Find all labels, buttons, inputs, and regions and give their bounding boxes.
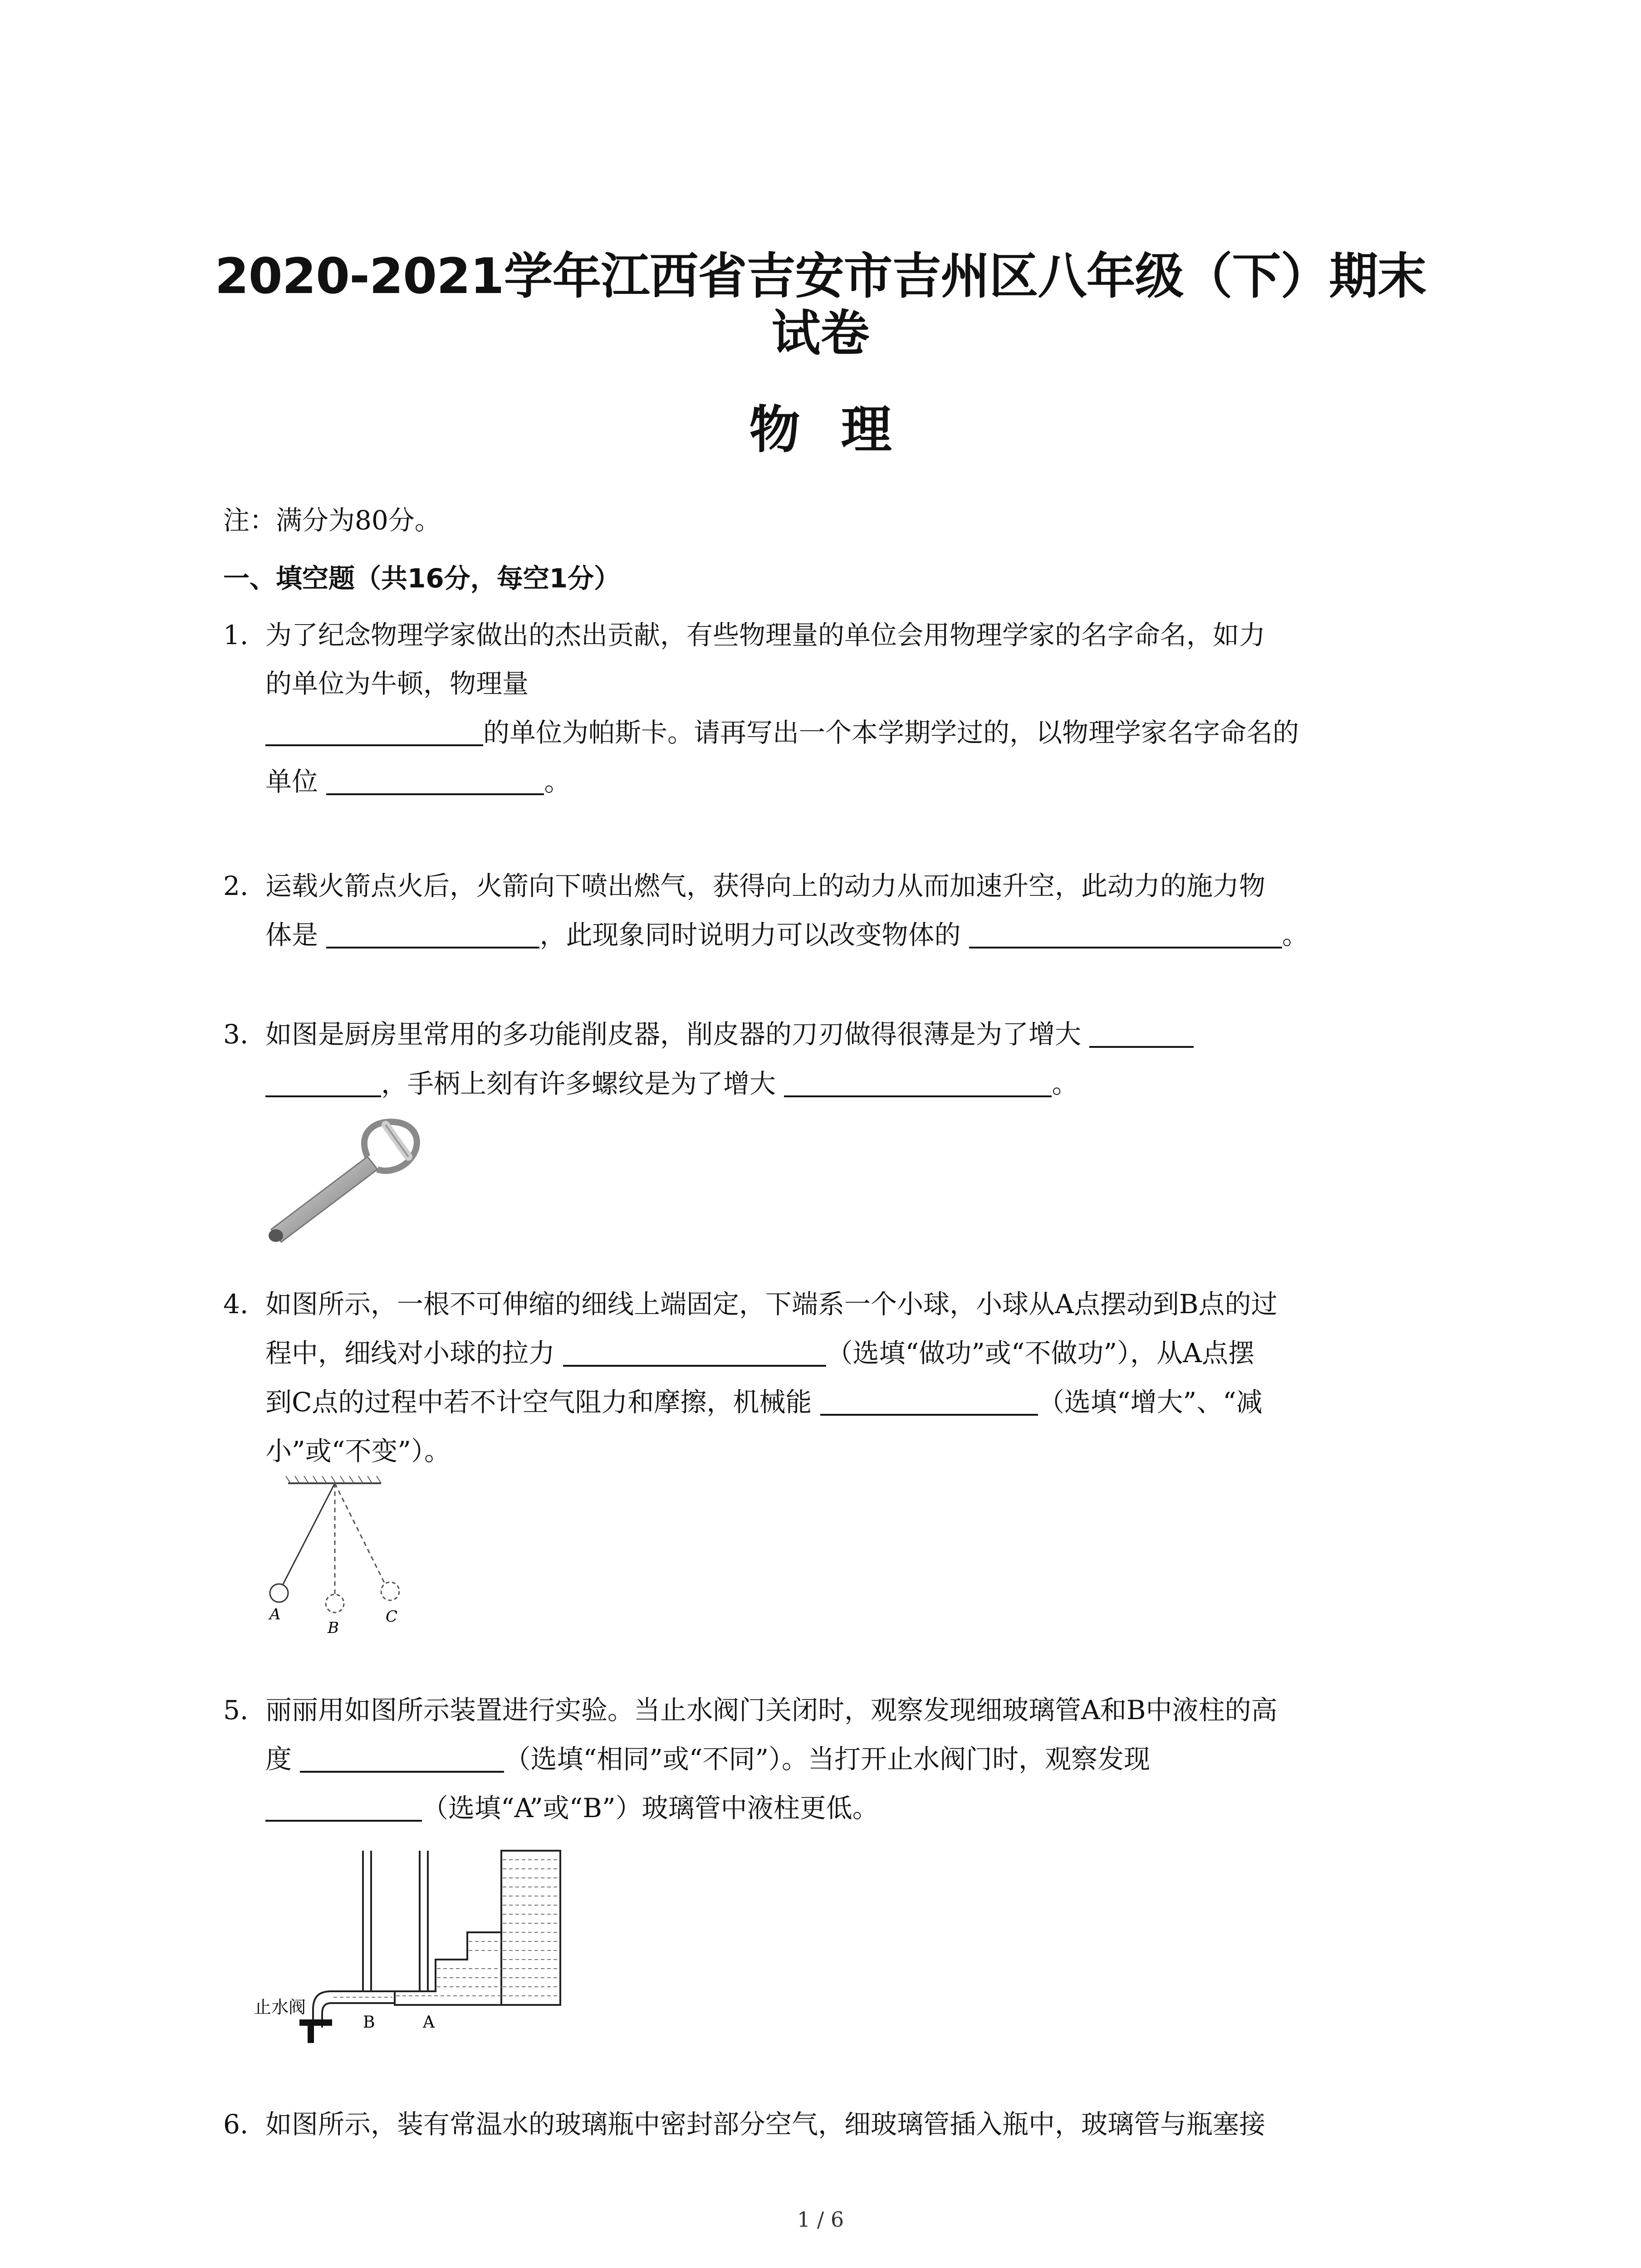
question-text: 度 [265,1744,292,1774]
question-number: 5. [223,1695,249,1725]
answer-blank[interactable] [1089,1020,1194,1048]
question-text: 。 [1052,1068,1078,1099]
answer-blank[interactable] [300,1745,504,1773]
question-text: ，此现象同时说明力可以改变物体的 [539,919,961,950]
answer-blank[interactable] [326,920,539,948]
pendulum-figure [259,1474,408,1642]
question-number: 2. [223,870,249,901]
question-text: 体是 [265,919,318,950]
question-text: ，手柄上刻有许多螺纹是为了增大 [381,1068,776,1099]
question-text: 单位 [265,766,318,797]
question-number: 1. [223,620,249,650]
label-b: B [328,1619,339,1637]
section-heading-fill-blank: 一、填空题（共16分，每空1分） [223,563,621,594]
answer-blank[interactable] [969,920,1282,948]
question-text: （选填“增大”、“减 [1038,1387,1263,1418]
question-text: 如图所示，一根不可伸缩的细线上端固定，下端系一个小球，小球从A点摆动到B点的过 [265,1289,1278,1320]
subject-heading: 物理 [749,401,933,459]
question-text: （选填“相同”或“不同”）。当打开止水阀门时，观察发现 [504,1744,1151,1774]
question-text: 的单位为帕斯卡。请再写出一个本学期学过的，以物理学家名字命名的 [483,717,1299,748]
question-text: 的单位为牛顿，物理量 [265,668,529,699]
title-line-1: 2020-2021学年江西省吉安市吉州区八年级（下）期末 [215,248,1426,305]
question-text: （选填“做功”或“不做功”），从A点摆 [826,1338,1254,1369]
question-text: 为了纪念物理学家做出的杰出贡献，有些物理量的单位会用物理学家的名字命名，如力 [265,620,1266,650]
question-number: 4. [223,1289,249,1320]
question-text: （选填“A”或“B”）玻璃管中液柱更低。 [422,1793,879,1823]
question-text: 。 [1282,919,1308,950]
question-text: 到C点的过程中若不计空气阻力和摩擦，机械能 [265,1387,812,1418]
page-number: 1 / 6 [797,2207,844,2232]
answer-blank[interactable] [265,1069,381,1097]
question-number: 6. [223,2109,249,2140]
label-a: A [423,2013,435,2032]
label-a: A [269,1605,281,1623]
question-number: 3. [223,1019,249,1050]
question-text: 小”或“不变”）。 [265,1436,451,1466]
answer-blank[interactable] [784,1069,1052,1097]
question-text: 如图是厨房里常用的多功能削皮器，削皮器的刀刃做得很薄是为了增大 [265,1019,1082,1050]
question-text: 运载火箭点火后，火箭向下喷出燃气，获得向上的动力从而加速升空，此动力的施力物 [265,870,1266,901]
valve-label: 止水阀 [254,1997,306,2017]
peeler-figure [263,1107,426,1256]
answer-blank[interactable] [820,1388,1038,1416]
question-text: 如图所示，装有常温水的玻璃瓶中密封部分空气，细玻璃管插入瓶中，玻璃管与瓶塞接 [265,2109,1266,2140]
label-c: C [386,1608,398,1626]
question-text: 。 [544,766,571,797]
label-b: B [363,2013,375,2032]
answer-blank[interactable] [265,718,483,746]
answer-blank[interactable] [563,1339,826,1367]
connected-tubes-figure [254,1842,572,2050]
answer-blank[interactable] [265,1794,422,1822]
title-line-2: 试卷 [771,305,870,362]
question-text: 丽丽用如图所示装置进行实验。当止水阀门关闭时，观察发现细玻璃管A和B中液柱的高 [265,1695,1278,1725]
exam-note: 注：满分为80分。 [223,505,441,536]
question-text: 程中，细线对小球的拉力 [265,1338,555,1369]
answer-blank[interactable] [326,767,544,795]
